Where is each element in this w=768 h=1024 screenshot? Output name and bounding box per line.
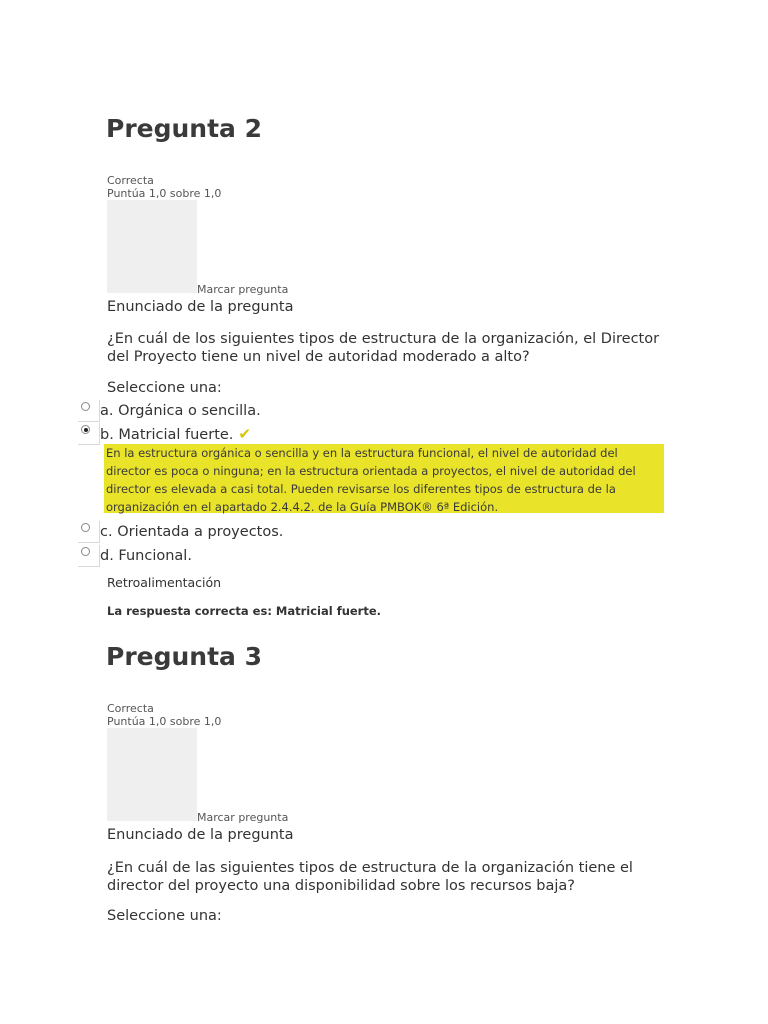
question-statement-label: Enunciado de la pregunta xyxy=(107,299,294,315)
answer-option-b-wrapper xyxy=(100,425,251,444)
feedback-label: Retroalimentación xyxy=(107,575,222,590)
question-2-state: Correcta xyxy=(107,174,154,187)
select-one-label: Seleccione una: xyxy=(107,380,222,396)
question-3-title: Pregunta 3 xyxy=(106,642,263,671)
question-2-text: ¿En cuál de los siguientes tipos de estructura de la organización, el Director del Proyecto tiene un nivel de autoridad moderado a alto? xyxy=(107,331,660,365)
answer-option-a[interactable] xyxy=(78,400,638,422)
select-one-label: Seleccione una: xyxy=(107,908,222,924)
radio-unchecked-icon[interactable] xyxy=(78,400,100,422)
answer-option-d[interactable] xyxy=(78,545,638,567)
flag-question-link[interactable]: Marcar pregunta xyxy=(197,283,289,296)
right-answer: La respuesta correcta es: Matricial fuerte. xyxy=(107,604,382,618)
flag-question-link[interactable]: Marcar pregunta xyxy=(197,811,289,824)
answer-option-label: a. Orgánica o sencilla. xyxy=(100,403,261,419)
specific-feedback: En la estructura orgánica o sencilla y en la estructura funcional, el nivel de autoridad del director es poca o ninguna; en la estructura orientada a proyectos, el nivel de autoridad del director es elevada a casi total. Pueden revisarse los diferentes tipos de estructura de la organización en el apartado 2.4.4.2. de la Guía PMBOK® 6ª Edición. xyxy=(104,444,664,513)
flag-question-image[interactable] xyxy=(107,200,197,293)
answer-option-b[interactable] xyxy=(78,423,638,445)
radio-checked-icon[interactable] xyxy=(78,423,100,445)
question-3-grade: Puntúa 1,0 sobre 1,0 xyxy=(107,715,222,728)
question-2-grade: Puntúa 1,0 sobre 1,0 xyxy=(107,187,222,200)
answer-option-label: d. Funcional. xyxy=(100,548,192,564)
answer-option-c[interactable] xyxy=(78,521,638,543)
radio-unchecked-icon[interactable] xyxy=(78,545,100,567)
radio-unchecked-icon[interactable] xyxy=(78,521,100,543)
question-3-state: Correcta xyxy=(107,702,154,715)
question-statement-label: Enunciado de la pregunta xyxy=(107,827,294,843)
question-3-text: ¿En cuál de las siguientes tipos de estructura de la organización tiene el director del proyecto una disponibilidad sobre los recursos baja? xyxy=(107,860,633,894)
flag-question-image[interactable] xyxy=(107,728,197,821)
question-2-title: Pregunta 2 xyxy=(106,114,263,143)
answer-option-label: c. Orientada a proyectos. xyxy=(100,524,284,540)
answer-option-label: b. Matricial fuerte. xyxy=(100,427,234,443)
correct-check-icon: ✔ xyxy=(238,425,251,443)
